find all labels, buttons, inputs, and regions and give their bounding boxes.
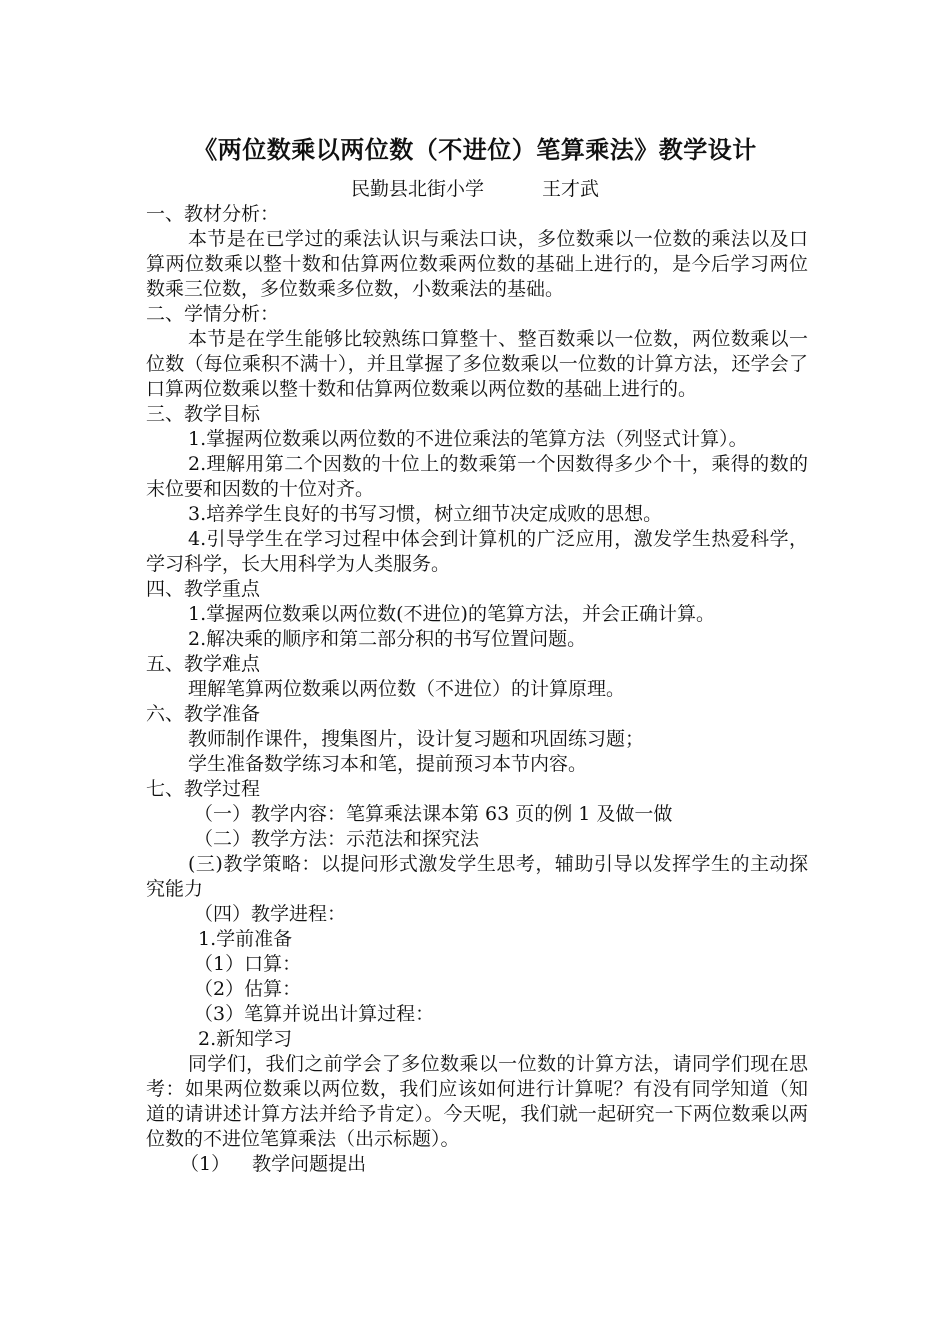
preparation-line: 教师制作课件，搜集图片，设计复习题和巩固练习题； [188, 728, 645, 750]
paragraph: 本节是在已学过的乘法认识与乘法口诀，多位数乘以一位数的乘法以及口算两位数乘以整十数和估算两位数乘两位数的基础上进行的，是今后学习两位数乘三位数，多位数乘多位数，小数乘法的基础。 [146, 228, 808, 300]
step-estimate: （2）估算： [194, 978, 302, 1000]
section-heading: 二、学情分析： [146, 303, 280, 325]
process-method: （二）教学方法：示范法和探究法 [194, 828, 480, 850]
new-learning-paragraph: 同学们，我们之前学会了多位数乘以一位数的计算方法，请同学们现在思考：如果两位数乘以两位数，我们应该如何进行计算呢？有没有同学知道（知道的请讲述计算方法并给予肯定）。今天呢，我们就一起研究一下两位数乘以两位数的不进位笔算乘法（出示标题）。 [146, 1053, 808, 1150]
question-number: （1） [180, 1153, 231, 1175]
author-line [0, 176, 950, 202]
process-strategy: (三)教学策略：以提问形式激发学生思考，辅助引导以发挥学生的主动探究能力 [146, 853, 808, 900]
section-heading: 五、教学难点 [146, 653, 261, 675]
section-heading: 四、教学重点 [146, 578, 261, 600]
step-preparation: 1.学前准备 [198, 928, 293, 950]
step-oral: （1）口算： [194, 953, 302, 975]
key-point-item: 1.掌握两位数乘以两位数(不进位)的笔算方法，并会正确计算。 [188, 603, 715, 625]
question-text: 教学问题提出 [252, 1153, 367, 1175]
document-title: 《两位数乘以两位数（不进位）笔算乘法》教学设计 [193, 135, 757, 164]
section-heading: 六、教学准备 [146, 703, 261, 725]
goal-item: 1.掌握两位数乘以两位数的不进位乘法的笔算方法（列竖式计算）。 [188, 428, 748, 450]
step-new-learning: 2.新知学习 [198, 1028, 293, 1050]
goal-item: 2.理解用第二个因数的十位上的数乘第一个因数得多少个十，乘得的数的末位要和因数的十位对齐。 [146, 453, 808, 500]
difficulty-text: 理解笔算两位数乘以两位数（不进位）的计算原理。 [188, 678, 626, 700]
section-heading: 一、教材分析： [146, 203, 280, 225]
school-name: 民勤县北街小学 [350, 178, 484, 200]
teaching-question-item [146, 1152, 808, 1177]
process-progress: （四）教学进程： [194, 903, 347, 925]
section-heading: 七、教学过程 [146, 778, 261, 800]
goal-item: 4.引导学生在学习过程中体会到计算机的广泛应用，激发学生热爱科学，学习科学，长大用科学为人类服务。 [146, 528, 808, 575]
document-body [146, 202, 808, 1177]
step-written: （3）笔算并说出计算过程： [194, 1003, 435, 1025]
section-heading: 三、教学目标 [146, 403, 261, 425]
process-content: （一）教学内容：笔算乘法课本第 63 页的例 1 及做一做 [194, 803, 673, 825]
key-point-item: 2.解决乘的顺序和第二部分积的书写位置问题。 [188, 628, 587, 650]
paragraph: 本节是在学生能够比较熟练口算整十、整百数乘以一位数，两位数乘以一位数（每位乘积不满十），并且掌握了多位数乘以一位数的计算方法，还学会了口算两位数乘以整十数和估算两位数乘以两位数的基础上进行的。 [146, 328, 808, 400]
preparation-line: 学生准备数学练习本和笔，提前预习本节内容。 [188, 753, 588, 775]
goal-item: 3.培养学生良好的书写习惯，树立细节决定成败的思想。 [188, 503, 663, 525]
author-name: 王才武 [542, 178, 600, 200]
